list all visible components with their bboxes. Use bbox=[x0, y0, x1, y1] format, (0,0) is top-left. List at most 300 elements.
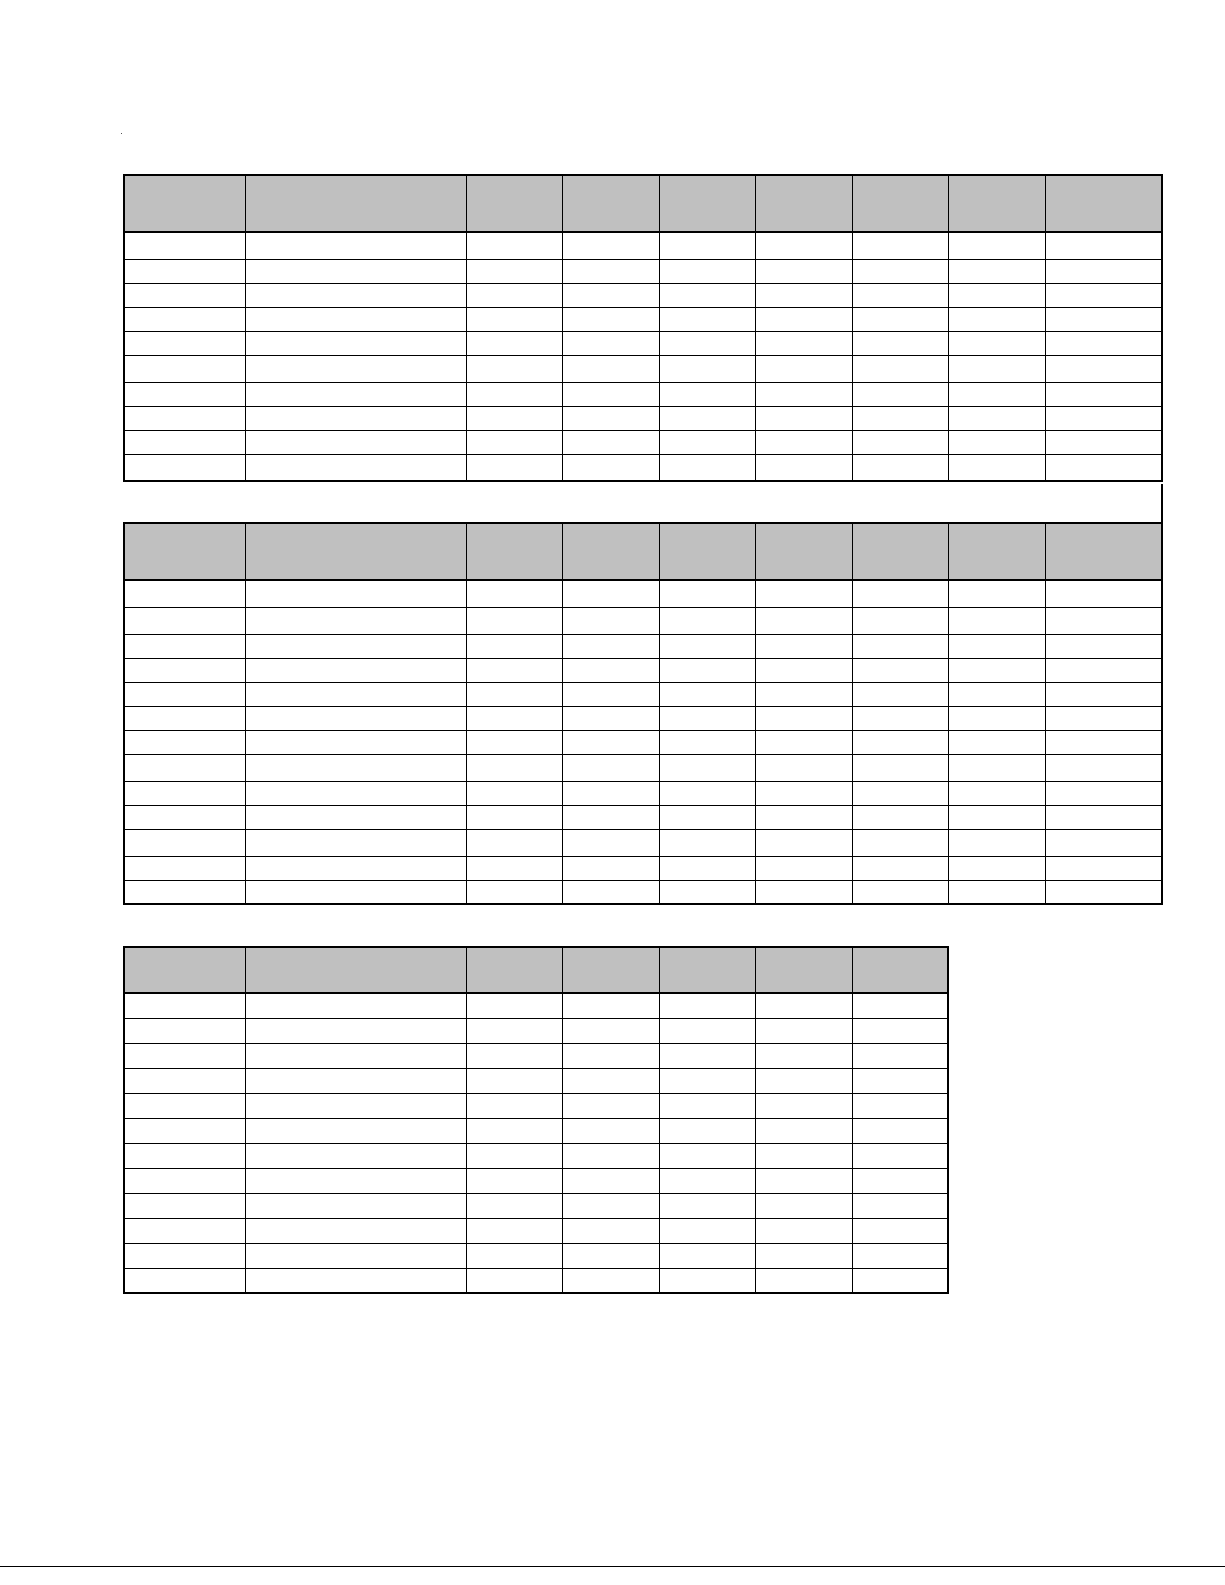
table-cell bbox=[245, 607, 466, 634]
table-cell bbox=[466, 355, 562, 382]
table-cell bbox=[1045, 829, 1162, 856]
table-cell bbox=[948, 805, 1045, 829]
table-cell bbox=[466, 754, 562, 781]
table-cell bbox=[852, 682, 948, 706]
table-cell bbox=[245, 1243, 466, 1268]
table-cell bbox=[755, 283, 852, 307]
table-cell bbox=[124, 856, 245, 880]
table-cell bbox=[124, 1118, 245, 1143]
table-cell bbox=[562, 658, 659, 682]
table-cell bbox=[948, 580, 1045, 607]
table-cell bbox=[1045, 355, 1162, 382]
table-cell bbox=[562, 1268, 659, 1293]
table-cell bbox=[755, 406, 852, 430]
table-row bbox=[124, 1018, 948, 1043]
table-cell bbox=[659, 805, 755, 829]
table-cell bbox=[245, 430, 466, 454]
table-cell bbox=[659, 331, 755, 355]
table-cell bbox=[245, 580, 466, 607]
table-cell bbox=[124, 1068, 245, 1093]
column-header bbox=[466, 175, 562, 232]
page-mark bbox=[121, 133, 122, 134]
table-cell bbox=[1045, 730, 1162, 754]
table-cell bbox=[659, 1118, 755, 1143]
table-row bbox=[124, 1093, 948, 1118]
table-cell bbox=[466, 880, 562, 904]
table-two bbox=[123, 522, 1163, 905]
table-cell bbox=[1045, 430, 1162, 454]
table-cell bbox=[755, 781, 852, 805]
table-cell bbox=[948, 454, 1045, 481]
table-cell bbox=[755, 1168, 852, 1193]
table-cell bbox=[852, 1218, 948, 1243]
table-cell bbox=[755, 1218, 852, 1243]
table-cell bbox=[124, 829, 245, 856]
table-row bbox=[124, 1118, 948, 1143]
table-cell bbox=[124, 355, 245, 382]
table-row bbox=[124, 406, 1162, 430]
table-row bbox=[124, 1143, 948, 1168]
table-cell bbox=[245, 682, 466, 706]
table-cell bbox=[466, 607, 562, 634]
table-cell bbox=[562, 1093, 659, 1118]
table-cell bbox=[852, 634, 948, 658]
table-cell bbox=[245, 993, 466, 1018]
table-cell bbox=[562, 232, 659, 259]
table-header-row bbox=[124, 523, 1162, 580]
column-header bbox=[124, 175, 245, 232]
table-cell bbox=[562, 307, 659, 331]
table-cell bbox=[659, 634, 755, 658]
table-cell bbox=[948, 682, 1045, 706]
table-cell bbox=[948, 307, 1045, 331]
table-cell bbox=[124, 1143, 245, 1168]
table-cell bbox=[124, 331, 245, 355]
table-cell bbox=[245, 1143, 466, 1168]
table-cell bbox=[245, 754, 466, 781]
table-cell bbox=[755, 880, 852, 904]
table-cell bbox=[562, 706, 659, 730]
table-cell bbox=[1045, 634, 1162, 658]
table-cell bbox=[124, 307, 245, 331]
table-cell bbox=[1045, 454, 1162, 481]
table-cell bbox=[124, 454, 245, 481]
table-cell bbox=[852, 754, 948, 781]
column-header bbox=[466, 523, 562, 580]
table-cell bbox=[466, 1193, 562, 1218]
table-cell bbox=[659, 730, 755, 754]
table-cell bbox=[948, 607, 1045, 634]
table-header-row bbox=[124, 175, 1162, 232]
table-cell bbox=[562, 730, 659, 754]
column-header bbox=[755, 175, 852, 232]
table-cell bbox=[659, 580, 755, 607]
column-header bbox=[659, 947, 755, 993]
table-cell bbox=[852, 331, 948, 355]
table-row bbox=[124, 382, 1162, 406]
table-cell bbox=[659, 232, 755, 259]
table-cell bbox=[245, 331, 466, 355]
table-cell bbox=[466, 1143, 562, 1168]
table-cell bbox=[124, 1193, 245, 1218]
table-cell bbox=[124, 406, 245, 430]
table-cell bbox=[755, 1068, 852, 1093]
table-cell bbox=[659, 259, 755, 283]
table-cell bbox=[562, 454, 659, 481]
table-body bbox=[124, 993, 948, 1293]
table-cell bbox=[124, 634, 245, 658]
table-cell bbox=[659, 607, 755, 634]
table-cell bbox=[1045, 682, 1162, 706]
table-row bbox=[124, 682, 1162, 706]
table-cell bbox=[659, 382, 755, 406]
table-cell bbox=[466, 430, 562, 454]
table-cell bbox=[659, 1043, 755, 1068]
table-body bbox=[124, 580, 1162, 904]
table-row bbox=[124, 1218, 948, 1243]
table-cell bbox=[659, 781, 755, 805]
table-cell bbox=[124, 730, 245, 754]
table-cell bbox=[562, 1218, 659, 1243]
table-cell bbox=[852, 1168, 948, 1193]
table-cell bbox=[852, 1118, 948, 1143]
table-cell bbox=[948, 634, 1045, 658]
table-cell bbox=[948, 856, 1045, 880]
table-cell bbox=[852, 805, 948, 829]
table-cell bbox=[852, 607, 948, 634]
table-cell bbox=[245, 232, 466, 259]
table-cell bbox=[659, 454, 755, 481]
table-cell bbox=[852, 1018, 948, 1043]
table-cell bbox=[659, 856, 755, 880]
column-header bbox=[852, 523, 948, 580]
table-cell bbox=[466, 1168, 562, 1193]
table-cell bbox=[245, 1118, 466, 1143]
table-cell bbox=[562, 856, 659, 880]
table-cell bbox=[562, 993, 659, 1018]
table-cell bbox=[755, 307, 852, 331]
table-cell bbox=[124, 580, 245, 607]
table-cell bbox=[245, 880, 466, 904]
table-cell bbox=[948, 829, 1045, 856]
table-cell bbox=[1045, 259, 1162, 283]
footer-rule bbox=[0, 1566, 1225, 1567]
table-cell bbox=[1045, 382, 1162, 406]
table-cell bbox=[755, 856, 852, 880]
table-cell bbox=[1045, 580, 1162, 607]
column-header bbox=[245, 947, 466, 993]
table-cell bbox=[852, 259, 948, 283]
table-cell bbox=[245, 406, 466, 430]
table-row bbox=[124, 1168, 948, 1193]
table-cell bbox=[852, 1043, 948, 1068]
table-cell bbox=[245, 730, 466, 754]
table-row bbox=[124, 307, 1162, 331]
table-cell bbox=[852, 706, 948, 730]
table-cell bbox=[852, 658, 948, 682]
table-cell bbox=[562, 430, 659, 454]
table-cell bbox=[755, 754, 852, 781]
table-cell bbox=[562, 259, 659, 283]
table-cell bbox=[852, 1143, 948, 1168]
table-cell bbox=[245, 355, 466, 382]
table-cell bbox=[466, 331, 562, 355]
table-cell bbox=[1045, 805, 1162, 829]
table-cell bbox=[852, 1068, 948, 1093]
table-cell bbox=[755, 331, 852, 355]
column-header bbox=[755, 947, 852, 993]
table-cell bbox=[1045, 406, 1162, 430]
table-cell bbox=[755, 682, 852, 706]
column-header bbox=[1045, 175, 1162, 232]
table-cell bbox=[466, 307, 562, 331]
table-cell bbox=[948, 781, 1045, 805]
table-cell bbox=[852, 730, 948, 754]
table-cell bbox=[466, 993, 562, 1018]
table-row bbox=[124, 580, 1162, 607]
table-row bbox=[124, 754, 1162, 781]
table-cell bbox=[852, 781, 948, 805]
table-cell bbox=[466, 1018, 562, 1043]
table-cell bbox=[755, 607, 852, 634]
table-cell bbox=[562, 1193, 659, 1218]
table-cell bbox=[466, 232, 562, 259]
table-cell bbox=[466, 1118, 562, 1143]
table-cell bbox=[852, 829, 948, 856]
table-row bbox=[124, 730, 1162, 754]
table-row bbox=[124, 1043, 948, 1068]
table-cell bbox=[948, 232, 1045, 259]
table-cell bbox=[562, 382, 659, 406]
table-cell bbox=[124, 682, 245, 706]
table-cell bbox=[852, 1093, 948, 1118]
table-cell bbox=[852, 307, 948, 331]
table-cell bbox=[562, 754, 659, 781]
column-header bbox=[245, 175, 466, 232]
table-cell bbox=[659, 682, 755, 706]
table-cell bbox=[948, 730, 1045, 754]
table-cell bbox=[755, 634, 852, 658]
table-cell bbox=[562, 1068, 659, 1093]
table-cell bbox=[124, 259, 245, 283]
table-cell bbox=[852, 856, 948, 880]
table-cell bbox=[659, 880, 755, 904]
table-cell bbox=[245, 634, 466, 658]
table-cell bbox=[755, 1118, 852, 1143]
table-cell bbox=[466, 283, 562, 307]
table-cell bbox=[659, 1218, 755, 1243]
table-cell bbox=[948, 754, 1045, 781]
table-cell bbox=[562, 1118, 659, 1143]
table-cell bbox=[466, 682, 562, 706]
table-cell bbox=[948, 283, 1045, 307]
table-row bbox=[124, 993, 948, 1018]
table-cell bbox=[1045, 307, 1162, 331]
column-header bbox=[948, 523, 1045, 580]
table-cell bbox=[124, 880, 245, 904]
table-cell bbox=[245, 1043, 466, 1068]
table-one bbox=[123, 174, 1163, 482]
table-cell bbox=[466, 829, 562, 856]
table-cell bbox=[755, 1093, 852, 1118]
table-cell bbox=[948, 355, 1045, 382]
table-cell bbox=[852, 580, 948, 607]
column-header bbox=[124, 523, 245, 580]
table-cell bbox=[466, 805, 562, 829]
table-cell bbox=[124, 382, 245, 406]
table-row bbox=[124, 232, 1162, 259]
table-cell bbox=[852, 1268, 948, 1293]
table-cell bbox=[466, 781, 562, 805]
table-row bbox=[124, 283, 1162, 307]
table-cell bbox=[245, 706, 466, 730]
table-cell bbox=[852, 232, 948, 259]
table-cell bbox=[755, 232, 852, 259]
table-cell bbox=[466, 406, 562, 430]
table-cell bbox=[659, 658, 755, 682]
table-cell bbox=[562, 355, 659, 382]
table-cell bbox=[948, 658, 1045, 682]
table-cell bbox=[562, 283, 659, 307]
table-row bbox=[124, 1268, 948, 1293]
table-cell bbox=[755, 580, 852, 607]
table-cell bbox=[124, 607, 245, 634]
table-cell bbox=[245, 283, 466, 307]
column-header bbox=[1045, 523, 1162, 580]
table-cell bbox=[124, 993, 245, 1018]
table-cell bbox=[755, 829, 852, 856]
table-cell bbox=[755, 706, 852, 730]
table-cell bbox=[562, 634, 659, 658]
table-row bbox=[124, 634, 1162, 658]
column-header bbox=[562, 175, 659, 232]
table-cell bbox=[659, 406, 755, 430]
table-row bbox=[124, 454, 1162, 481]
table-cell bbox=[245, 307, 466, 331]
table-cell bbox=[948, 331, 1045, 355]
table-row bbox=[124, 259, 1162, 283]
table-cell bbox=[466, 730, 562, 754]
table-cell bbox=[948, 706, 1045, 730]
table-cell bbox=[466, 1043, 562, 1068]
table-cell bbox=[245, 805, 466, 829]
table-cell bbox=[124, 781, 245, 805]
table-row bbox=[124, 1068, 948, 1093]
table-cell bbox=[466, 580, 562, 607]
table-cell bbox=[852, 382, 948, 406]
table-cell bbox=[562, 781, 659, 805]
table-cell bbox=[124, 658, 245, 682]
table-cell bbox=[124, 1093, 245, 1118]
table-row bbox=[124, 781, 1162, 805]
table-cell bbox=[755, 454, 852, 481]
table-cell bbox=[562, 406, 659, 430]
table-cell bbox=[466, 1068, 562, 1093]
table-cell bbox=[948, 382, 1045, 406]
table-cell bbox=[245, 1068, 466, 1093]
table-row bbox=[124, 856, 1162, 880]
table-cell bbox=[852, 454, 948, 481]
table-cell bbox=[562, 805, 659, 829]
table-cell bbox=[562, 1168, 659, 1193]
table-cell bbox=[659, 283, 755, 307]
table-cell bbox=[755, 430, 852, 454]
table-cell bbox=[659, 829, 755, 856]
table-cell bbox=[948, 430, 1045, 454]
table-cell bbox=[562, 1018, 659, 1043]
table-cell bbox=[755, 993, 852, 1018]
table-cell bbox=[755, 1268, 852, 1293]
table-cell bbox=[755, 730, 852, 754]
table-row bbox=[124, 805, 1162, 829]
table-cell bbox=[124, 1043, 245, 1068]
table-row bbox=[124, 607, 1162, 634]
table-cell bbox=[466, 259, 562, 283]
table-cell bbox=[1045, 331, 1162, 355]
column-header bbox=[852, 175, 948, 232]
column-header bbox=[562, 523, 659, 580]
table-cell bbox=[1045, 706, 1162, 730]
table-cell bbox=[124, 1218, 245, 1243]
table-cell bbox=[659, 430, 755, 454]
column-header bbox=[852, 947, 948, 993]
table-cell bbox=[466, 1268, 562, 1293]
column-header bbox=[124, 947, 245, 993]
table-cell bbox=[245, 658, 466, 682]
table-row bbox=[124, 829, 1162, 856]
table-cell bbox=[245, 454, 466, 481]
table-cell bbox=[562, 682, 659, 706]
table-header-row bbox=[124, 947, 948, 993]
column-header bbox=[659, 523, 755, 580]
table-cell bbox=[659, 993, 755, 1018]
column-header bbox=[245, 523, 466, 580]
table-cell bbox=[755, 805, 852, 829]
table-cell bbox=[755, 259, 852, 283]
table-cell bbox=[1045, 754, 1162, 781]
table-cell bbox=[659, 1268, 755, 1293]
table-cell bbox=[659, 1018, 755, 1043]
table-cell bbox=[755, 658, 852, 682]
table-cell bbox=[659, 754, 755, 781]
table-cell bbox=[466, 1218, 562, 1243]
table-cell bbox=[245, 1168, 466, 1193]
table-cell bbox=[124, 1168, 245, 1193]
table-cell bbox=[245, 1193, 466, 1218]
table-cell bbox=[124, 1268, 245, 1293]
table-cell bbox=[124, 706, 245, 730]
table-cell bbox=[562, 331, 659, 355]
table-cell bbox=[124, 805, 245, 829]
table-cell bbox=[562, 880, 659, 904]
table-cell bbox=[1045, 781, 1162, 805]
table-cell bbox=[755, 1043, 852, 1068]
table-cell bbox=[852, 993, 948, 1018]
table-cell bbox=[466, 382, 562, 406]
table-row bbox=[124, 658, 1162, 682]
table-cell bbox=[124, 754, 245, 781]
side-rule bbox=[1161, 484, 1163, 522]
table-cell bbox=[659, 1093, 755, 1118]
table-cell bbox=[245, 1268, 466, 1293]
table-cell bbox=[245, 856, 466, 880]
table-cell bbox=[1045, 283, 1162, 307]
table-cell bbox=[659, 307, 755, 331]
table-cell bbox=[562, 1143, 659, 1168]
table-cell bbox=[948, 880, 1045, 904]
table-body bbox=[124, 232, 1162, 481]
table-cell bbox=[948, 406, 1045, 430]
